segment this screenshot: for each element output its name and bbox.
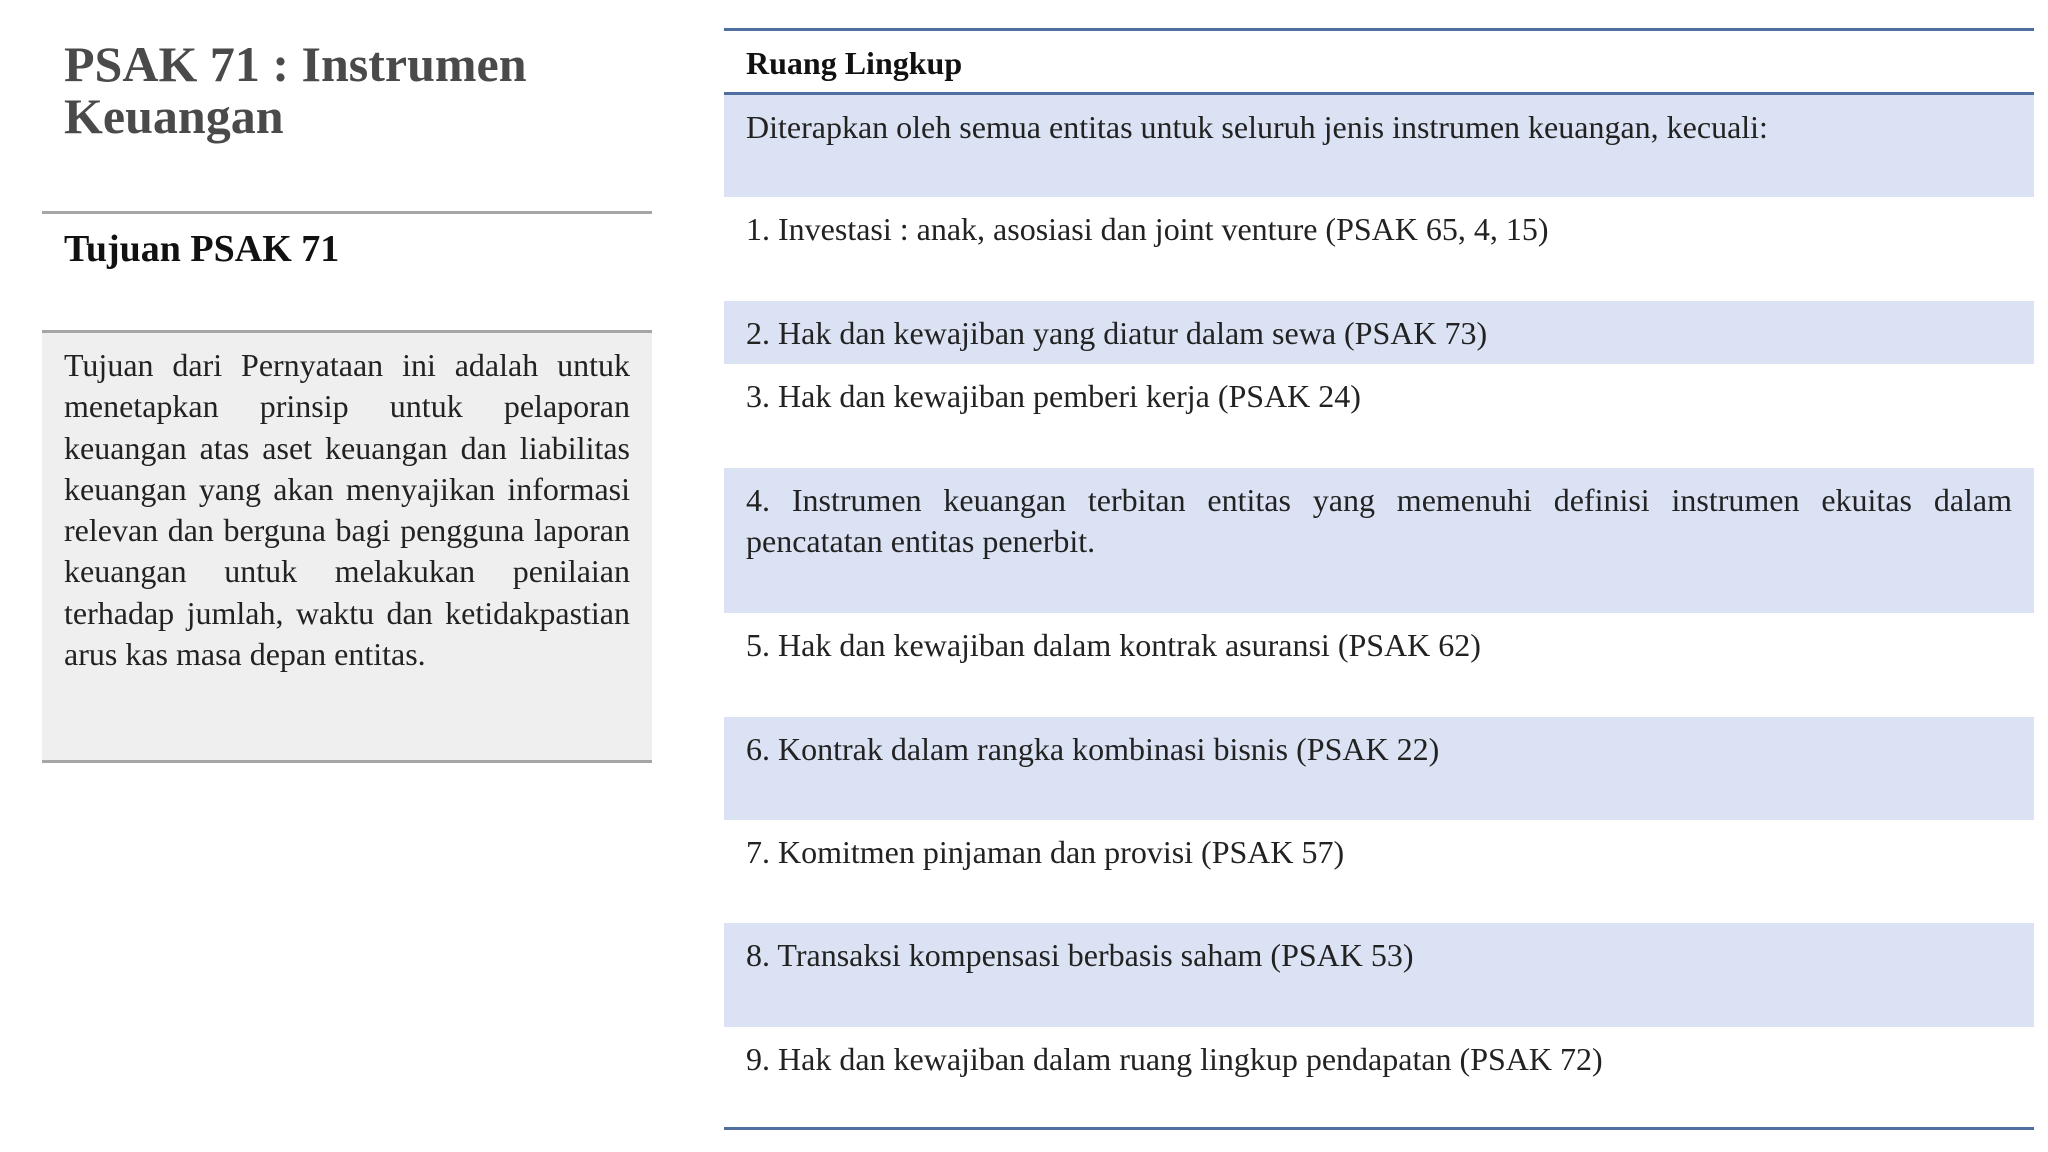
table-row (724, 301, 2034, 364)
title-divider (42, 211, 652, 214)
table-row (724, 923, 2034, 1027)
purpose-box (42, 330, 652, 763)
scope-header-label: Ruang Lingkup (746, 45, 963, 81)
scope-item-8: 8. Transaksi kompensasi berbasis saham (PSAK 53) (746, 937, 1414, 973)
table-row (724, 820, 2034, 923)
scope-intro-text: Diterapkan oleh semua entitas untuk seluruh jenis instrumen keuangan, kecuali: (746, 109, 1768, 145)
table-row (724, 1027, 2034, 1127)
table-row (724, 613, 2034, 717)
table-row (724, 197, 2034, 301)
scope-table-header (724, 31, 2034, 95)
scope-table (724, 28, 2034, 1130)
purpose-text: Tujuan dari Pernyataan ini adalah untuk menetapkan prinsip untuk pelaporan keuangan atas aset keuangan dan liabilitas keuangan yang akan menyajikan informasi relevan dan berguna bagi pengguna laporan keuangan untuk melakukan penilaian terhadap jumlah, waktu dan ketidakpastian arus kas masa depan entitas. (64, 347, 630, 673)
table-row (724, 717, 2034, 820)
scope-item-3: 3. Hak dan kewajiban pemberi kerja (PSAK 24) (746, 378, 1361, 414)
page-title: PSAK 71 : Instrumen Keuangan (64, 36, 527, 144)
scope-item-9: 9. Hak dan kewajiban dalam ruang lingkup pendapatan (PSAK 72) (746, 1041, 1603, 1077)
table-row (724, 364, 2034, 468)
scope-item-5: 5. Hak dan kewajiban dalam kontrak asuransi (PSAK 62) (746, 627, 1481, 663)
scope-item-6: 6. Kontrak dalam rangka kombinasi bisnis (PSAK 22) (746, 731, 1440, 767)
scope-intro-row (724, 95, 2034, 197)
scope-item-4: 4. Instrumen keuangan terbitan entitas yang memenuhi definisi instrumen ekuitas dalam pencatatan entitas penerbit. (746, 482, 2012, 559)
scope-item-7: 7. Komitmen pinjaman dan provisi (PSAK 57) (746, 834, 1345, 870)
table-row (724, 468, 2034, 613)
section-heading-purpose: Tujuan PSAK 71 (64, 228, 340, 270)
scope-item-2: 2. Hak dan kewajiban yang diatur dalam sewa (PSAK 73) (746, 315, 1488, 351)
scope-item-1: 1. Investasi : anak, asosiasi dan joint venture (PSAK 65, 4, 15) (746, 211, 1549, 247)
